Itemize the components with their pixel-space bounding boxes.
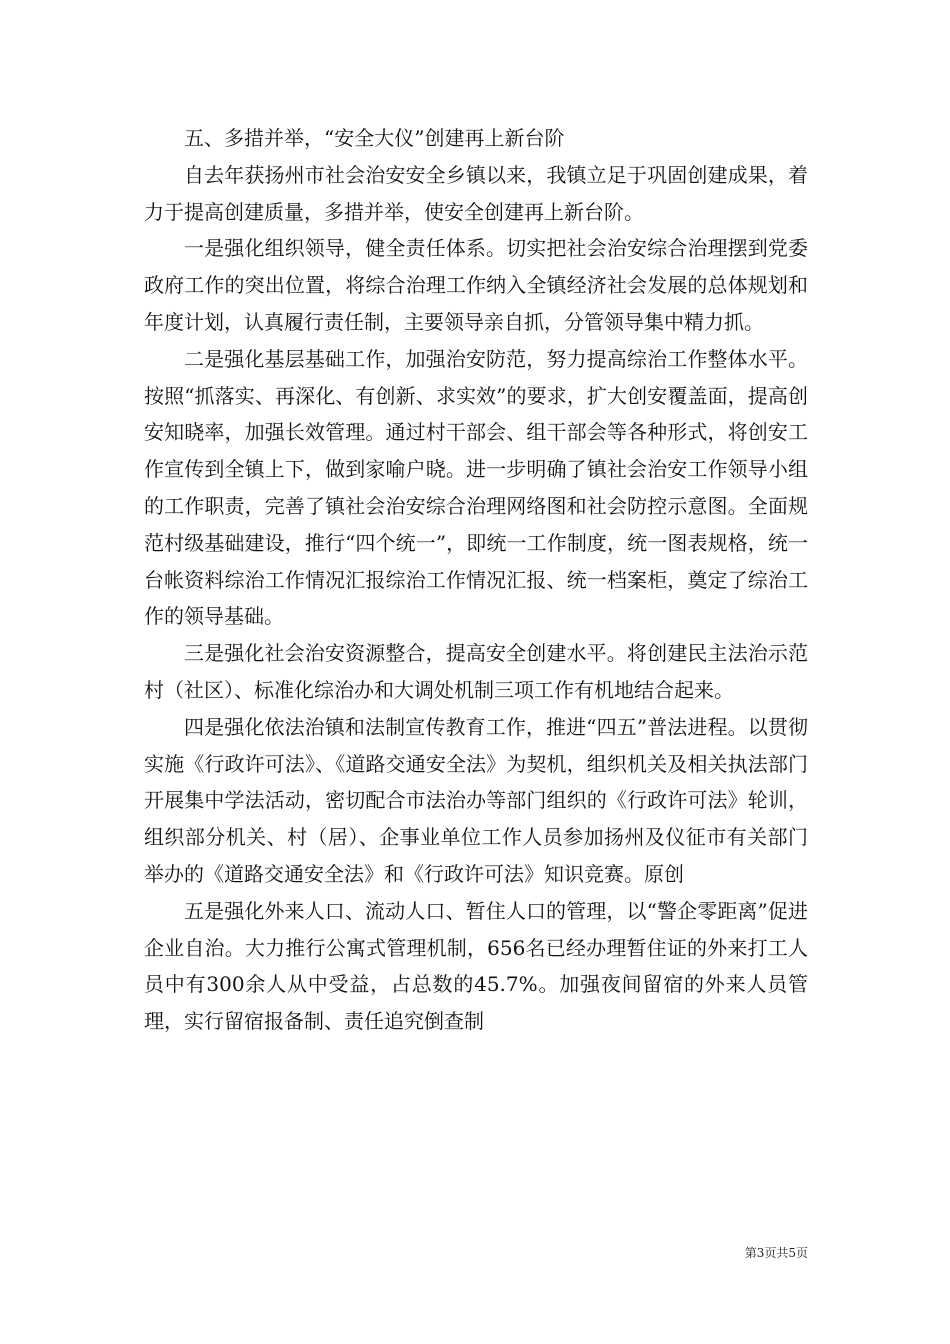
- section-heading: 五、多措并举，“安全大仪”创建再上新台阶: [184, 126, 565, 150]
- paragraph-migrant-management: 五是强化外来人口、流动人口、暂住人口的管理，以“警企零距离”促进企业自治。大力推行公寓式管理机制，656名已经办理暂住证的外来打工人员中有300余人从中受益，占总数的45.7%。加强夜间留宿的外来人员管理，实行留宿报备制、责任追究倒查制: [144, 898, 808, 1034]
- paragraph-legal-education: 四是强化依法治镇和法制宣传教育工作，推进“四五”普法进程。以贯彻实施《行政许可法》、《道路交通安全法》为契机，组织机关及相关执法部门开展集中学法活动，密切配合市法治办等部门组织的《行政许可法》轮训，组织部分机关、村（居）、企事业单位工作人员参加扬州及仪征市有关部门举办的《道路交通安全法》和《行政许可法》知识竞赛。原创: [144, 714, 808, 886]
- page-number: 第3页共5页: [744, 1246, 808, 1260]
- document-body: [144, 120, 808, 1040]
- paragraph-grassroots: 二是强化基层基础工作，加强治安防范，努力提高综治工作整体水平。按照“抓落实、再深化、有创新、求实效”的要求，扩大创安覆盖面，提高创安知晓率，加强长效管理。通过村干部会、组干部会等各种形式，将创安工作宣传到全镇上下，做到家喻户晓。进一步明确了镇社会治安工作领导小组的工作职责，完善了镇社会治安综合治理网络图和社会防控示意图。全面规范村级基础建设，推行“四个统一”，即统一工作制度，统一图表规格，统一台帐资料综治工作情况汇报综治工作情况汇报、统一档案柜，奠定了综治工作的领导基础。: [144, 346, 808, 629]
- intro-paragraph: 自去年获扬州市社会治安安全乡镇以来，我镇立足于巩固创建成果，着力于提高创建质量，多措并举，使安全创建再上新台阶。: [144, 162, 808, 224]
- paragraph-organization: 一是强化组织领导，健全责任体系。切实把社会治安综合治理摆到党委政府工作的突出位置，将综合治理工作纳入全镇经济社会发展的总体规划和年度计划，认真履行责任制，主要领导亲自抓，分管领导集中精力抓。: [144, 236, 808, 334]
- paragraph-resources: 三是强化社会治安资源整合，提高安全创建水平。将创建民主法治示范村（社区）、标准化综治办和大调处机制三项工作有机地结合起来。: [144, 641, 808, 702]
